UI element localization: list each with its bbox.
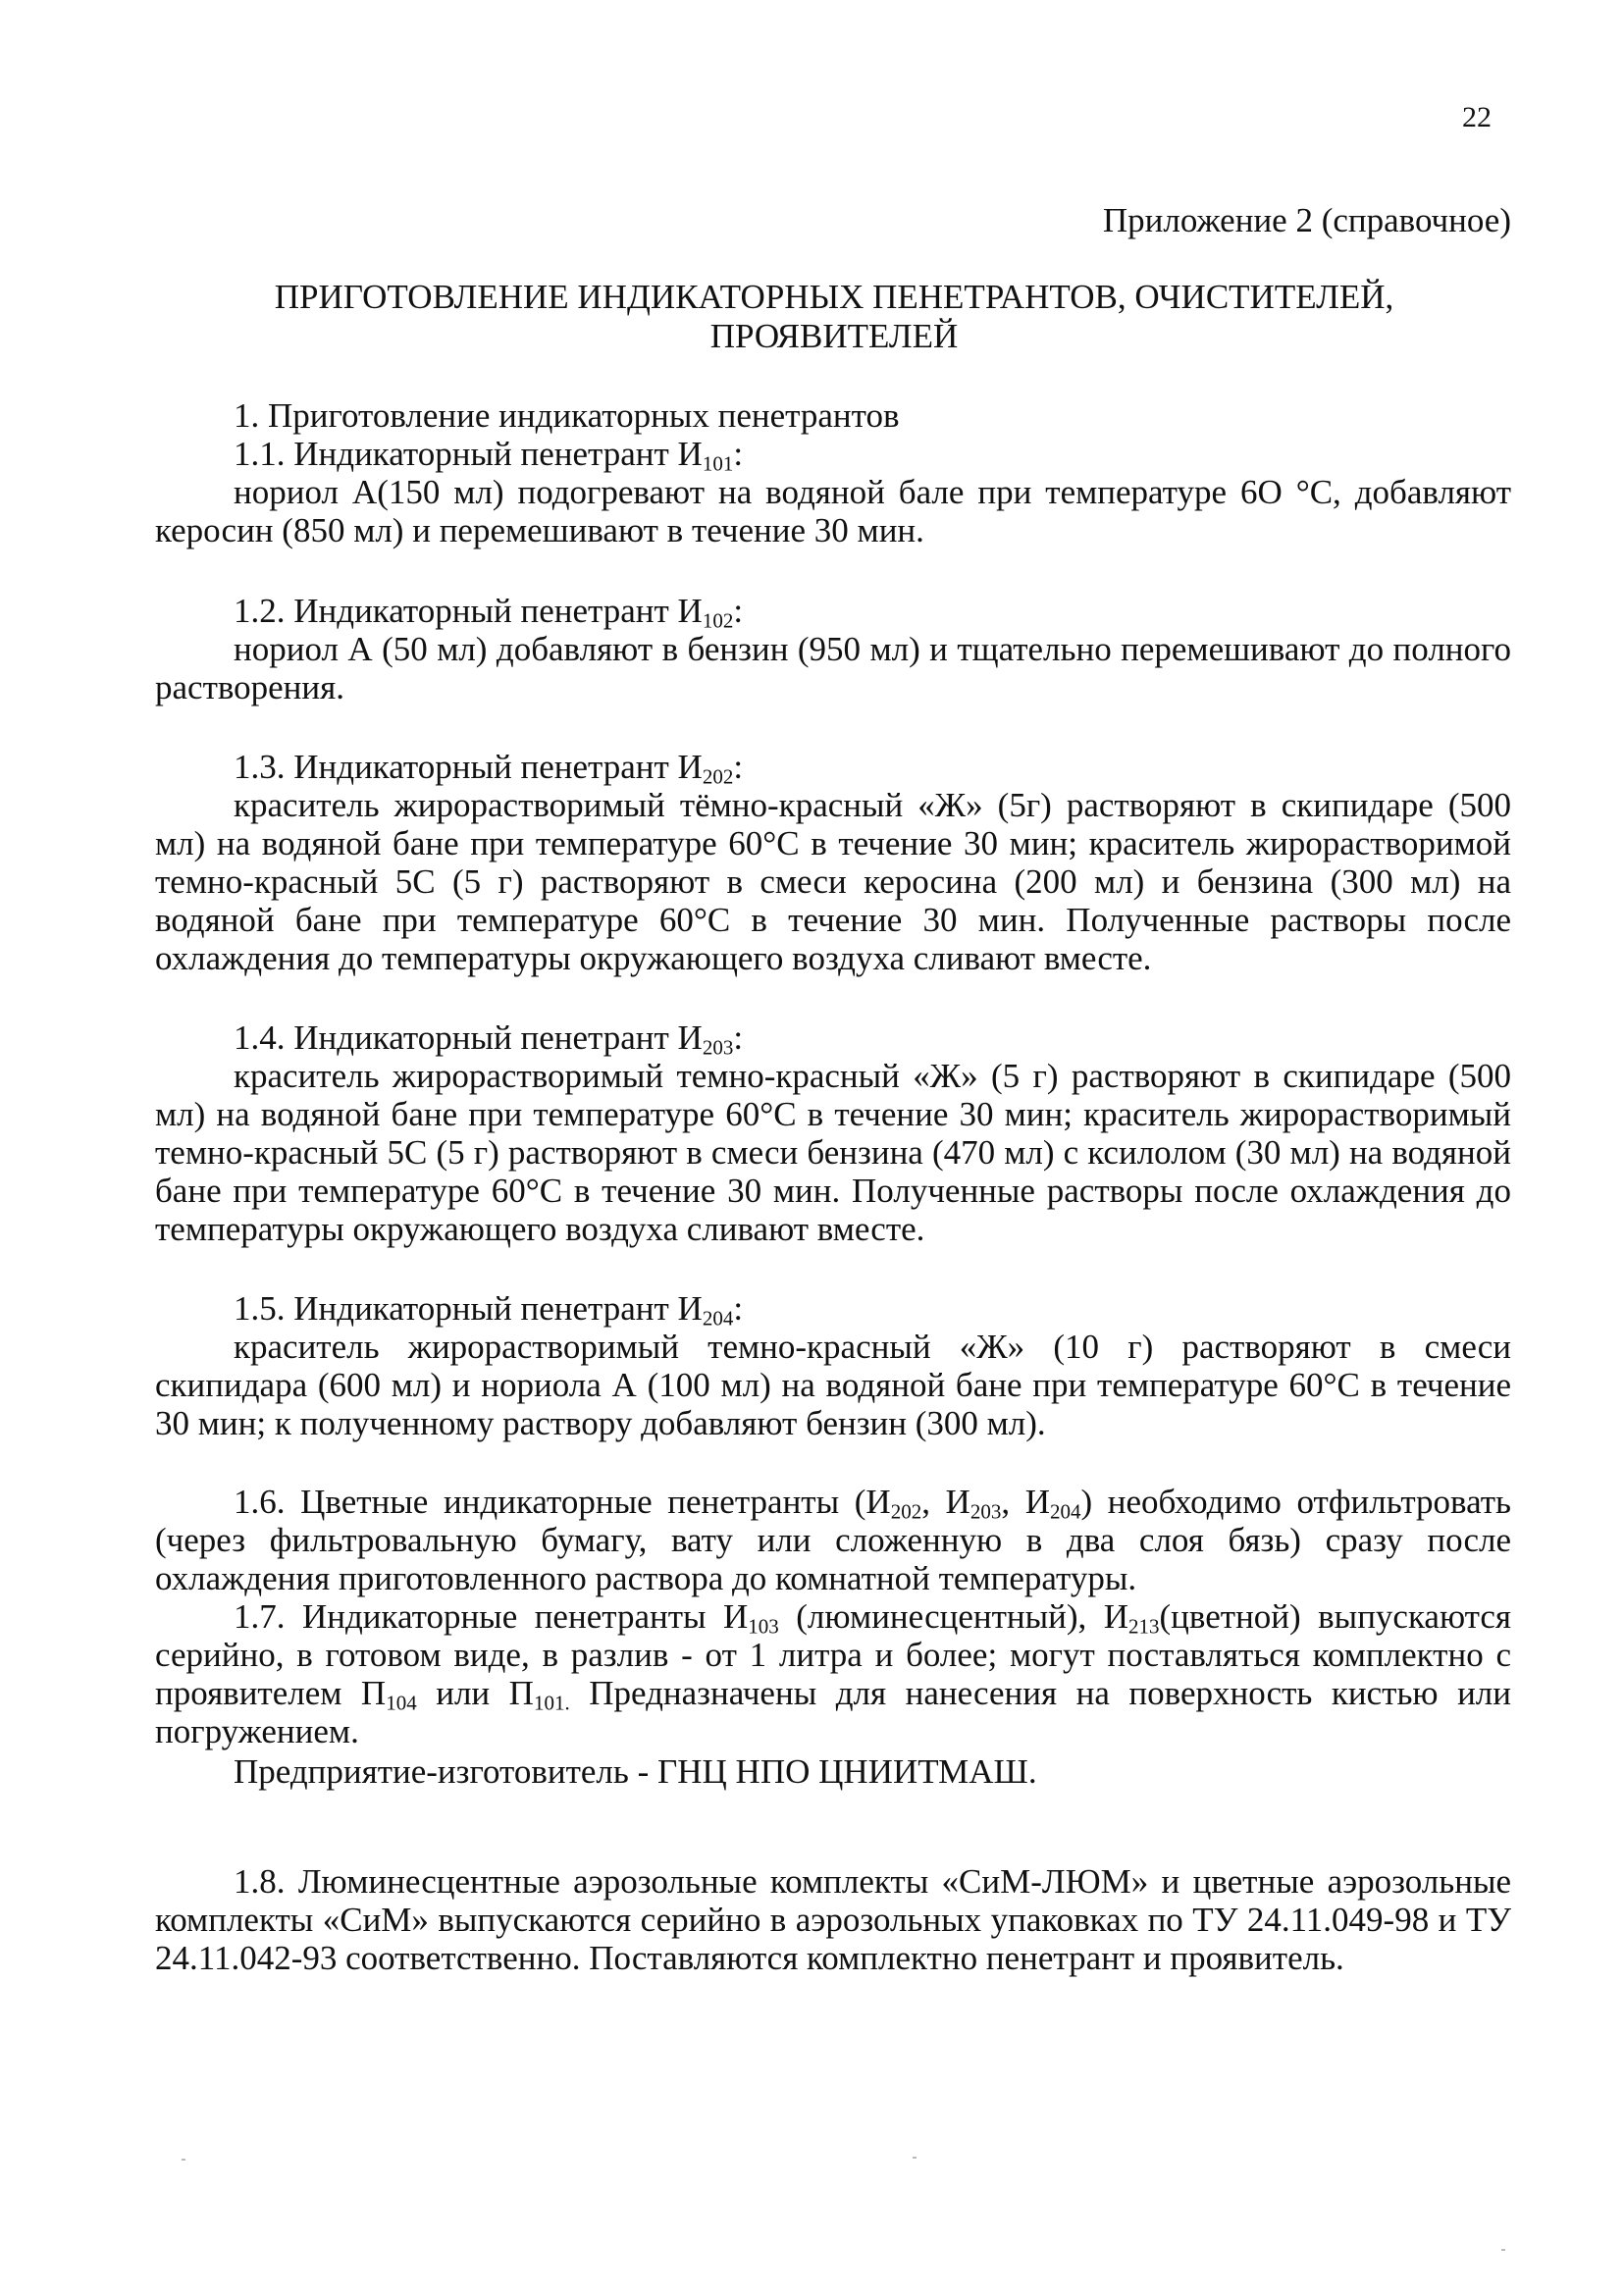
section-1-heading: 1. Приготовление индикаторных пенетрантов [234, 396, 900, 435]
item-1-7-part-2: (люминесцентный), И [778, 1597, 1129, 1636]
item-1-4-colon: : [733, 1018, 744, 1057]
scan-speck [913, 2157, 917, 2159]
item-1-5-subscript: 204 [702, 1306, 734, 1331]
item-1-1-heading-text: 1.1. Индикаторный пенетрант И [234, 435, 703, 473]
item-1-3-heading-text: 1.3. Индикаторный пенетрант И [234, 748, 703, 786]
item-1-1-subscript: 101 [702, 451, 734, 476]
item-1-2-colon: : [733, 592, 744, 630]
item-1-2-heading-text: 1.2. Индикаторный пенетрант И [234, 592, 703, 630]
appendix-label: Приложение 2 (справочное) [1102, 201, 1511, 239]
item-1-7-part-1: 1.7. Индикаторные пенетранты И [234, 1597, 749, 1636]
item-1-6-sub-2: 203 [969, 1499, 1002, 1524]
item-1-2-text: нориол А (50 мл) добавляют в бензин (950 мл) и тщательно перемешивают до полного растворения. [155, 630, 1511, 706]
item-1-7-part-5: Предназначены для нанесения на поверхность кистью или погружением. [155, 1674, 1512, 1750]
item-1-6-part-1: 1.6. Цветные индикаторные пенетранты (И [234, 1483, 891, 1521]
item-1-6-text [155, 1483, 1511, 1597]
title-line-2: ПРОЯВИТЕЛЕЙ [709, 317, 959, 355]
scan-speck [1501, 2249, 1505, 2251]
item-1-5-text: краситель жирорастворимый темно-красный «Ж» (10 г) растворяют в смеси скипидара (600 мл) и нориола А (100 мл) на водяной бане при температуре 60°С в течение 30 мин; к полученному раствору добавляют бензин (300 мл). [155, 1328, 1511, 1442]
item-1-8-text: 1.8. Люминесцентные аэрозольные комплекты «СиМ-ЛЮМ» и цветные аэрозольные комплекты «СиМ» выпускаются серийно в аэрозольных упаковках по ТУ 24.11.049-98 и ТУ 24.11.042-93 соответственно. Поставляются комплектно пенетрант и проявитель. [155, 1862, 1511, 1977]
item-1-7-part-3: (цветной) выпускаются серийно, в готовом виде, в разлив - от 1 литра и более; могут поставляться комплектно с проявителем П [155, 1597, 1512, 1712]
item-1-4-text: краситель жирорастворимый темно-красный «Ж» (5 г) растворяют в скипидаре (500 мл) на водяной бане при температуре 60°С в течение 30 мин; краситель жирорастворимый темно-красный 5С (5 г) растворяют в смеси бензина (470 мл) с ксилолом (30 мл) на водяной бане при температуре 60°С в течение 30 мин. Полученные растворы после охлаждения до температуры окружающего воздуха сливают вместе. [155, 1057, 1511, 1248]
item-1-3-colon: : [733, 748, 744, 786]
item-1-4-subscript: 203 [702, 1035, 734, 1060]
item-1-6-part-4: ) необходимо отфильтровать (через фильтровальную бумагу, вату или сложенную в два слоя бязь) сразу после охлаждения приготовленного раствора до комнатной температуры. [155, 1483, 1511, 1597]
item-1-3-text: краситель жирорастворимый тёмно-красный «Ж» (5г) растворяют в скипидаре (500 мл) на водяной бане при температуре 60°С в течение 30 мин; краситель жирорастворимой темно-красный 5С (5 г) растворяют в смеси керосина (200 мл) и бензина (300 мл) на водяной бане при температуре 60°С в течение 30 мин. Полученные растворы после охлаждения до температуры окружающего воздуха сливают вместе. [155, 786, 1511, 977]
page-title [196, 278, 1472, 356]
item-1-2-subscript: 102 [702, 608, 734, 633]
item-1-4-heading [234, 1018, 1509, 1060]
title-line-1: ПРИГОТОВЛЕНИЕ ИНДИКАТОРНЫХ ПЕНЕТРАНТОВ, ОЧИСТИТЕЛЕЙ, [274, 278, 1394, 316]
manufacturer-line: Предприятие-изготовитель - ГНЦ НПО ЦНИИТМАШ. [234, 1752, 1037, 1791]
page-number: 22 [1462, 101, 1492, 133]
item-1-5-heading [234, 1289, 1509, 1331]
item-1-2-heading [234, 592, 1509, 633]
item-1-1-colon: : [733, 435, 744, 473]
item-1-6-part-3: , И [1001, 1483, 1050, 1521]
item-1-7-part-4: или П [416, 1674, 534, 1712]
scan-speck [182, 2159, 185, 2161]
item-1-1-heading [234, 435, 1509, 476]
item-1-5-colon: : [733, 1289, 744, 1328]
item-1-4-heading-text: 1.4. Индикаторный пенетрант И [234, 1018, 703, 1057]
item-1-7-text [155, 1597, 1511, 1750]
item-1-6-sub-3: 204 [1050, 1499, 1081, 1524]
item-1-3-heading [234, 748, 1509, 789]
item-1-7-sub-1: 103 [748, 1614, 779, 1639]
item-1-7-sub-4: 101. [533, 1691, 570, 1715]
item-1-7-sub-3: 104 [386, 1691, 417, 1715]
item-1-7-sub-2: 213 [1128, 1614, 1160, 1639]
item-1-6-part-2: , И [921, 1483, 970, 1521]
item-1-1-text: нориол А(150 мл) подогревают на водяной бале при температуре 6О °С, добавляют керосин (850 мл) и перемешивают в течение 30 мин. [155, 473, 1511, 549]
item-1-5-heading-text: 1.5. Индикаторный пенетрант И [234, 1289, 703, 1328]
item-1-3-subscript: 202 [702, 764, 734, 789]
item-1-6-sub-1: 202 [890, 1499, 922, 1524]
